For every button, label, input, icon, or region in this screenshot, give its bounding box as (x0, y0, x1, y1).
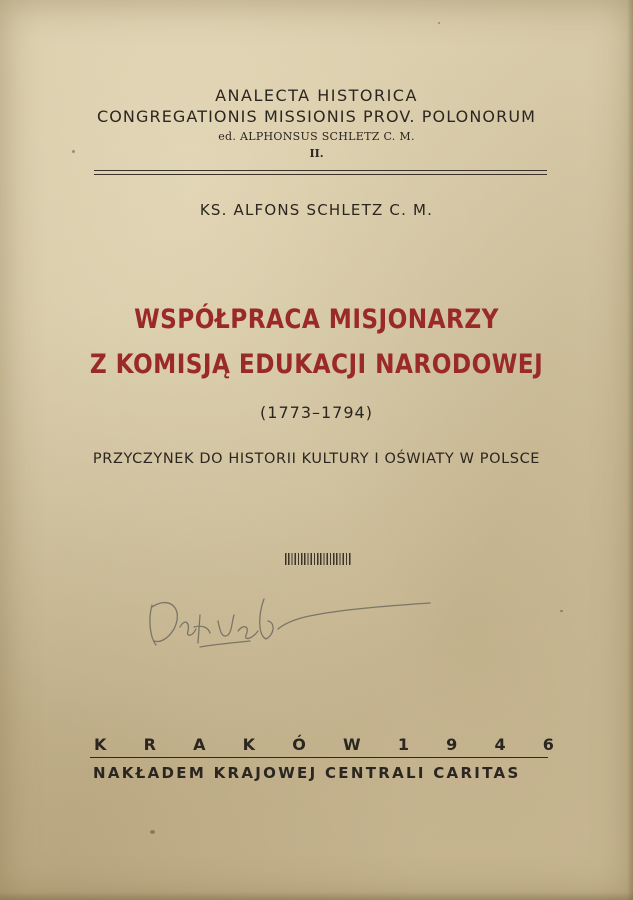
imprint-letter: Ó (292, 735, 306, 754)
series-editor: ed. ALPHONSUS SCHLETZ C. M. (218, 130, 415, 143)
ornament-rule (285, 553, 351, 565)
series-volume: II. (309, 147, 324, 160)
series-subtitle: CONGREGATIONIS MISSIONIS PROV. POLONORUM (96, 107, 537, 126)
paper-speck (438, 22, 440, 24)
double-rule-bottom (94, 174, 547, 175)
double-rule-top (94, 170, 547, 171)
imprint-city-year (94, 735, 554, 754)
handwritten-signature (140, 575, 440, 665)
imprint-letter: 9 (446, 735, 458, 754)
imprint-letter: W (343, 735, 361, 754)
publisher-name: NAKŁADEM KRAJOWEJ CENTRALI CARITAS (93, 764, 521, 782)
date-range: (1773–1794) (260, 403, 373, 422)
book-title-line-1: WSPÓŁPRACA MISJONARZY (134, 304, 499, 335)
imprint-letter: R (143, 735, 156, 754)
imprint-letter: 1 (397, 735, 409, 754)
book-title-line-2: Z KOMISJĄ EDUKACJI NARODOWEJ (89, 349, 544, 380)
paper-speck (560, 610, 563, 612)
paper-speck (150, 830, 155, 834)
imprint-letter: 4 (494, 735, 506, 754)
author-name: KS. ALFONS SCHLETZ C. M. (199, 201, 434, 219)
imprint-letter: 6 (542, 735, 554, 754)
imprint-letter: A (193, 735, 206, 754)
imprint-letter: K (242, 735, 256, 754)
imprint-rule (90, 757, 548, 758)
paper-edge-shadow-bottom (0, 892, 633, 900)
series-title: ANALECTA HISTORICA (215, 86, 418, 105)
imprint-letter: K (94, 735, 107, 754)
paper-speck (72, 150, 75, 153)
book-subtitle: PRZYCZYNEK DO HISTORII KULTURY I OŚWIATY W POLSCE (92, 451, 541, 467)
